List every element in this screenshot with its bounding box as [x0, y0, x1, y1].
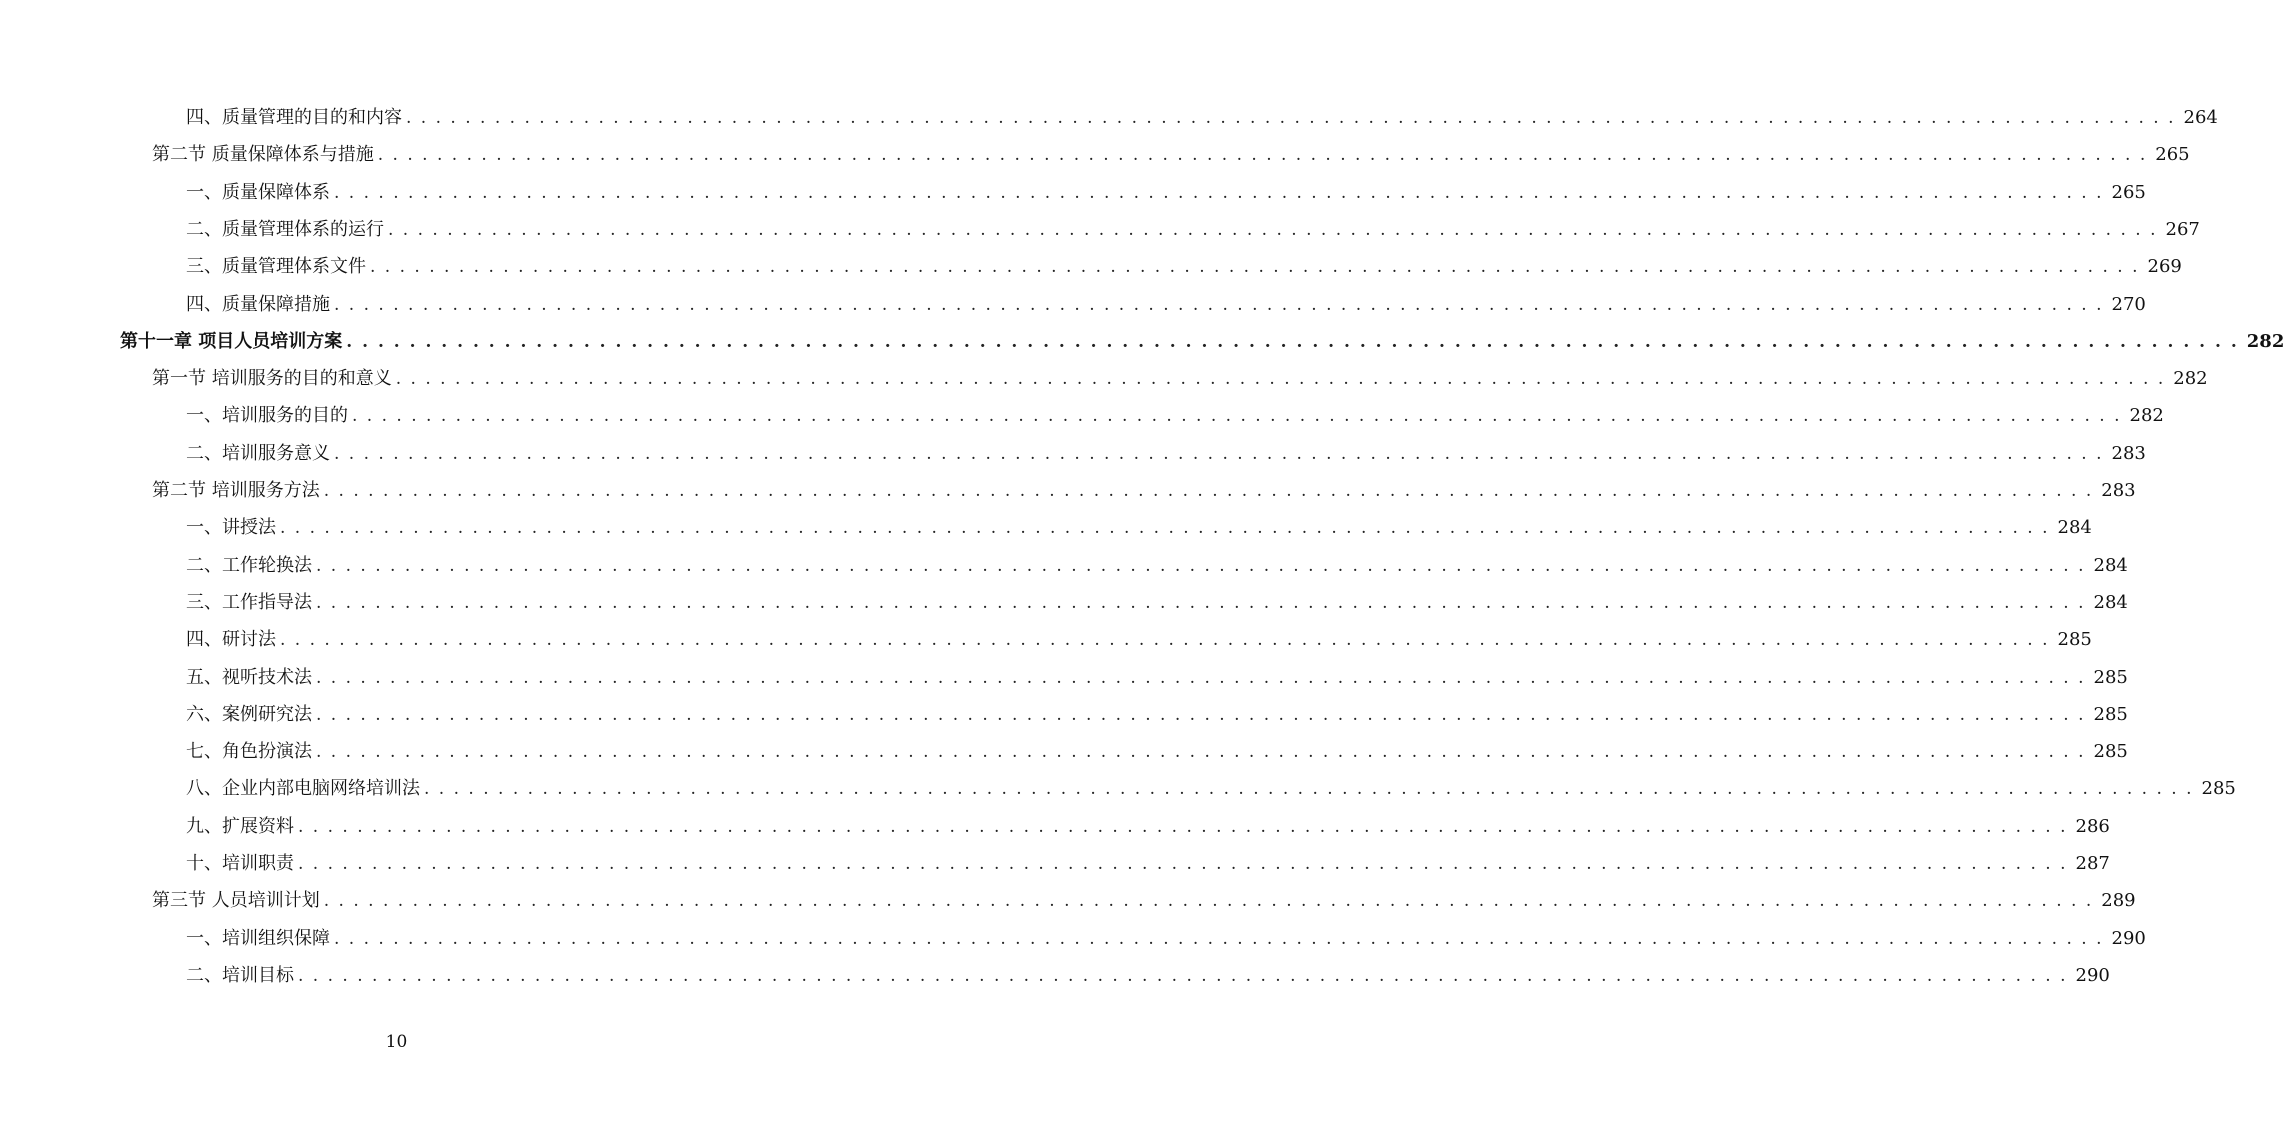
toc-dot-leader: . . . . . . . . . . . . . . . . . . . . . . . . . . . . . . . . . . . . . . . . . . . . . . . . . . . . . . . . . . . . . . . . . . . . . . . . . . . . . . . . . . . . . . . . . . . . . . . . . . . . . . . . . . . . . . . . . . . . . . . . — [298, 854, 2068, 874]
toc-entry[interactable] — [0, 700, 2128, 726]
toc-dot-leader: . . . . . . . . . . . . . . . . . . . . . . . . . . . . . . . . . . . . . . . . . . . . . . . . . . . . . . . . . . . . . . . . . . . . . . . . . . . . . . . . . . . . . . . . . . . . . . . . . . . . . . . . . . . . . . . . . . . . . . . . — [316, 668, 2086, 688]
toc-dot-leader: . . . . . . . . . . . . . . . . . . . . . . . . . . . . . . . . . . . . . . . . . . . . . . . . . . . . . . . . . . . . . . . . . . . . . . . . . . . . . . . . . . . . . . . . . . . . . . . . . . . . . . . . . . . . . . . . . . . . . . . . — [388, 220, 2158, 240]
toc-entry-page: 265 — [2111, 182, 2146, 203]
toc-entry[interactable] — [0, 513, 2092, 539]
toc-entry-page: 285 — [2201, 778, 2236, 799]
toc-dot-leader: . . . . . . . . . . . . . . . . . . . . . . . . . . . . . . . . . . . . . . . . . . . . . . . . . . . . . . . . . . . . . . . . . . . . . . . . . . . . . . . . . . . . . . . . . . . . . . . . . . . . . . . . . . . . . . . . . . . . . . . . — [334, 444, 2104, 464]
toc-entry[interactable] — [0, 178, 2146, 204]
toc-entry-page: 265 — [2155, 144, 2190, 165]
toc-dot-leader: . . . . . . . . . . . . . . . . . . . . . . . . . . . . . . . . . . . . . . . . . . . . . . . . . . . . . . . . . . . . . . . . . . . . . . . . . . . . . . . . . . . . . . . . . . . . . . . . . . . . . . . . . . . . . . . . . . . . . . . . — [316, 556, 2086, 576]
toc-entry-page: 285 — [2093, 704, 2128, 725]
toc-entry[interactable] — [0, 215, 2200, 241]
toc-entry-title: 第十一章 项目人员培训方案 — [120, 331, 343, 352]
toc-entry[interactable] — [0, 625, 2092, 651]
toc-entry[interactable] — [0, 364, 2208, 390]
toc-entry-page: 287 — [2075, 853, 2110, 874]
toc-entry-page: 264 — [2183, 107, 2218, 128]
toc-entry-title: 一、培训组织保障 — [186, 928, 330, 949]
toc-entry[interactable] — [0, 103, 2218, 129]
toc-entry-title: 一、培训服务的目的 — [186, 405, 348, 426]
toc-entry-title: 第二节 质量保障体系与措施 — [152, 144, 374, 165]
toc-dot-leader: . . . . . . . . . . . . . . . . . . . . . . . . . . . . . . . . . . . . . . . . . . . . . . . . . . . . . . . . . . . . . . . . . . . . . . . . . . . . . . . . . . . . . . . . . . . . . . . . . . . . . . . . . . . . . . . . . . . . . . . . — [334, 183, 2104, 203]
toc-entry[interactable] — [0, 476, 2136, 502]
toc-entry-page: 283 — [2101, 480, 2136, 501]
toc-entry[interactable] — [0, 252, 2182, 278]
toc-entry[interactable] — [0, 886, 2136, 912]
toc-entry[interactable] — [0, 327, 2284, 353]
toc-entry-page: 285 — [2057, 629, 2092, 650]
toc-entry[interactable] — [0, 401, 2164, 427]
toc-entry-page: 270 — [2111, 294, 2146, 315]
toc-entry-page: 284 — [2057, 517, 2092, 538]
toc-entry-title: 第一节 培训服务的目的和意义 — [152, 368, 392, 389]
toc-entry-title: 一、讲授法 — [186, 517, 276, 538]
toc-entry[interactable] — [0, 551, 2128, 577]
toc-dot-leader: . . . . . . . . . . . . . . . . . . . . . . . . . . . . . . . . . . . . . . . . . . . . . . . . . . . . . . . . . . . . . . . . . . . . . . . . . . . . . . . . . . . . . . . . . . . . . . . . . . . . . . . . . . . . . . . . . . . . . . . . — [334, 295, 2104, 315]
toc-dot-leader: . . . . . . . . . . . . . . . . . . . . . . . . . . . . . . . . . . . . . . . . . . . . . . . . . . . . . . . . . . . . . . . . . . . . . . . . . . . . . . . . . . . . . . . . . . . . . . . . . . . . . . . . . . . . . . . . . . . . . . . . — [316, 593, 2086, 613]
toc-entry-title: 三、工作指导法 — [186, 592, 312, 613]
toc-entry[interactable] — [0, 290, 2146, 316]
toc-dot-leader: . . . . . . . . . . . . . . . . . . . . . . . . . . . . . . . . . . . . . . . . . . . . . . . . . . . . . . . . . . . . . . . . . . . . . . . . . . . . . . . . . . . . . . . . . . . . . . . . . . . . . . . . . . . . . . . . . . . . . . . . — [323, 481, 2094, 501]
toc-entry[interactable] — [0, 961, 2110, 987]
toc-dot-leader: . . . . . . . . . . . . . . . . . . . . . . . . . . . . . . . . . . . . . . . . . . . . . . . . . . . . . . . . . . . . . . . . . . . . . . . . . . . . . . . . . . . . . . . . . . . . . . . . . . . . . . . . . . . . . . . . . . . . . . . . — [323, 891, 2094, 911]
toc-entry-title: 四、研讨法 — [186, 629, 276, 650]
toc-dot-leader: . . . . . . . . . . . . . . . . . . . . . . . . . . . . . . . . . . . . . . . . . . . . . . . . . . . . . . . . . . . . . . . . . . . . . . . . . . . . . . . . . . . . . . . . . . . . . . . . . . . . . . . . . . . . . . . . . . . . . . . . — [406, 108, 2176, 128]
toc-entry[interactable] — [0, 737, 2128, 763]
toc-dot-leader: . . . . . . . . . . . . . . . . . . . . . . . . . . . . . . . . . . . . . . . . . . . . . . . . . . . . . . . . . . . . . . . . . . . . . . . . . . . . . . . . . . . . . . . . . . . . . . . . . . . . . . . . . . . . . . . . . . . . . . . . — [280, 518, 2050, 538]
toc-entry-title: 第二节 培训服务方法 — [152, 480, 320, 501]
toc-entry-page: 282 — [2129, 405, 2164, 426]
toc-entry-page: 283 — [2111, 443, 2146, 464]
toc-dot-leader: . . . . . . . . . . . . . . . . . . . . . . . . . . . . . . . . . . . . . . . . . . . . . . . . . . . . . . . . . . . . . . . . . . . . . . . . . . . . . . . . . . . . . . . . . . . . . . . . . . . . . . . . . . . . . . . . . . . . . . . . — [424, 779, 2194, 799]
toc-entry-title: 四、质量保障措施 — [186, 294, 330, 315]
toc-entry-page: 289 — [2101, 890, 2136, 911]
toc-entry-title: 二、质量管理体系的运行 — [186, 219, 384, 240]
toc-entry-title: 五、视听技术法 — [186, 667, 312, 688]
toc-dot-leader: . . . . . . . . . . . . . . . . . . . . . . . . . . . . . . . . . . . . . . . . . . . . . . . . . . . . . . . . . . . . . . . . . . . . . . . . . . . . . . . . . . . . . . . . . . . . . . . . . . . . . . . . . . . . . . . . . . . . . . . . — [352, 406, 2122, 426]
toc-entry-title: 四、质量管理的目的和内容 — [186, 107, 402, 128]
toc-entry-title: 六、案例研究法 — [186, 704, 312, 725]
toc-entry-title: 二、培训目标 — [186, 965, 294, 986]
toc-entry-title: 第三节 人员培训计划 — [152, 890, 320, 911]
toc-entry-title: 一、质量保障体系 — [186, 182, 330, 203]
toc-entry-page: 290 — [2075, 965, 2110, 986]
toc-dot-leader: . . . . . . . . . . . . . . . . . . . . . . . . . . . . . . . . . . . . . . . . . . . . . . . . . . . . . . . . . . . . . . . . . . . . . . . . . . . . . . . . . . . . . . . . . . . . . . . . . . . . . . . . . . . . . . . . . . . . . . . . — [395, 369, 2166, 389]
page-number: 10 — [385, 1032, 408, 1052]
toc-entry-page: 269 — [2147, 256, 2182, 277]
toc-entry-title: 二、培训服务意义 — [186, 443, 330, 464]
toc-entry-title: 三、质量管理体系文件 — [186, 256, 366, 277]
toc-entry-page: 267 — [2165, 219, 2200, 240]
toc-dot-leader: . . . . . . . . . . . . . . . . . . . . . . . . . . . . . . . . . . . . . . . . . . . . . . . . . . . . . . . . . . . . . . . . . . . . . . . . . . . . . . . . . . . . . . . . . . . . . . . . . . . . . . . . . . . . . . . . . . . . . . . . — [370, 257, 2140, 277]
toc-dot-leader: . . . . . . . . . . . . . . . . . . . . . . . . . . . . . . . . . . . . . . . . . . . . . . . . . . . . . . . . . . . . . . . . . . . . . . . . . . . . . . . . . . . . . . . . . . . . . . . . . . . . . . . . . . . . . . . . . . . . . . . . — [316, 742, 2086, 762]
toc-entry-page: 284 — [2093, 592, 2128, 613]
toc-entry-title: 九、扩展资料 — [186, 816, 294, 837]
toc-entry-page: 284 — [2093, 555, 2128, 576]
toc-entry-title: 十、培训职责 — [186, 853, 294, 874]
toc-dot-leader: . . . . . . . . . . . . . . . . . . . . . . . . . . . . . . . . . . . . . . . . . . . . . . . . . . . . . . . . . . . . . . . . . . . . . . . . . . . . . . . . . . . . . . . . . . . . . . . . . . . . . . . . . . . . . . . . . . . . . . . . — [316, 705, 2086, 725]
toc-entry-title: 七、角色扮演法 — [186, 741, 312, 762]
toc-entry-page: 282 — [2173, 368, 2208, 389]
toc-dot-leader: . . . . . . . . . . . . . . . . . . . . . . . . . . . . . . . . . . . . . . . . . . . . . . . . . . . . . . . . . . . . . . . . . . . . . . . . . . . . . . . . . . . . . . . . . . . . . . . . . . . . . . . . . . . . . . . . . . . . . . . . — [377, 145, 2148, 165]
toc-entry-title: 二、工作轮换法 — [186, 555, 312, 576]
toc-entry-page: 282 — [2246, 331, 2284, 352]
toc-dot-leader: . . . . . . . . . . . . . . . . . . . . . . . . . . . . . . . . . . . . . . . . . . . . . . . . . . . . . . . . . . . . . . . . . . . . . . . . . . . . . . . . . . . . . . . . . . . . . . . . . . . . . . . . . . . . . . . . . . . . . . . . — [346, 332, 2239, 352]
toc-entry[interactable] — [0, 774, 2236, 800]
toc-entry[interactable] — [0, 140, 2190, 166]
toc-dot-leader: . . . . . . . . . . . . . . . . . . . . . . . . . . . . . . . . . . . . . . . . . . . . . . . . . . . . . . . . . . . . . . . . . . . . . . . . . . . . . . . . . . . . . . . . . . . . . . . . . . . . . . . . . . . . . . . . . . . . . . . . — [298, 966, 2068, 986]
toc-entry[interactable] — [0, 924, 2146, 950]
toc-dot-leader: . . . . . . . . . . . . . . . . . . . . . . . . . . . . . . . . . . . . . . . . . . . . . . . . . . . . . . . . . . . . . . . . . . . . . . . . . . . . . . . . . . . . . . . . . . . . . . . . . . . . . . . . . . . . . . . . . . . . . . . . — [334, 929, 2104, 949]
toc-entry-title: 八、企业内部电脑网络培训法 — [186, 778, 420, 799]
toc-dot-leader: . . . . . . . . . . . . . . . . . . . . . . . . . . . . . . . . . . . . . . . . . . . . . . . . . . . . . . . . . . . . . . . . . . . . . . . . . . . . . . . . . . . . . . . . . . . . . . . . . . . . . . . . . . . . . . . . . . . . . . . . — [298, 817, 2068, 837]
toc-entry[interactable] — [0, 588, 2128, 614]
toc-entry-page: 285 — [2093, 741, 2128, 762]
toc-entry-page: 285 — [2093, 667, 2128, 688]
toc-entry[interactable] — [0, 812, 2110, 838]
toc-entry-page: 290 — [2111, 928, 2146, 949]
toc-entry[interactable] — [0, 663, 2128, 689]
toc-entry-page: 286 — [2075, 816, 2110, 837]
toc-dot-leader: . . . . . . . . . . . . . . . . . . . . . . . . . . . . . . . . . . . . . . . . . . . . . . . . . . . . . . . . . . . . . . . . . . . . . . . . . . . . . . . . . . . . . . . . . . . . . . . . . . . . . . . . . . . . . . . . . . . . . . . . — [280, 630, 2050, 650]
toc-entry[interactable] — [0, 849, 2110, 875]
toc-entry[interactable] — [0, 439, 2146, 465]
